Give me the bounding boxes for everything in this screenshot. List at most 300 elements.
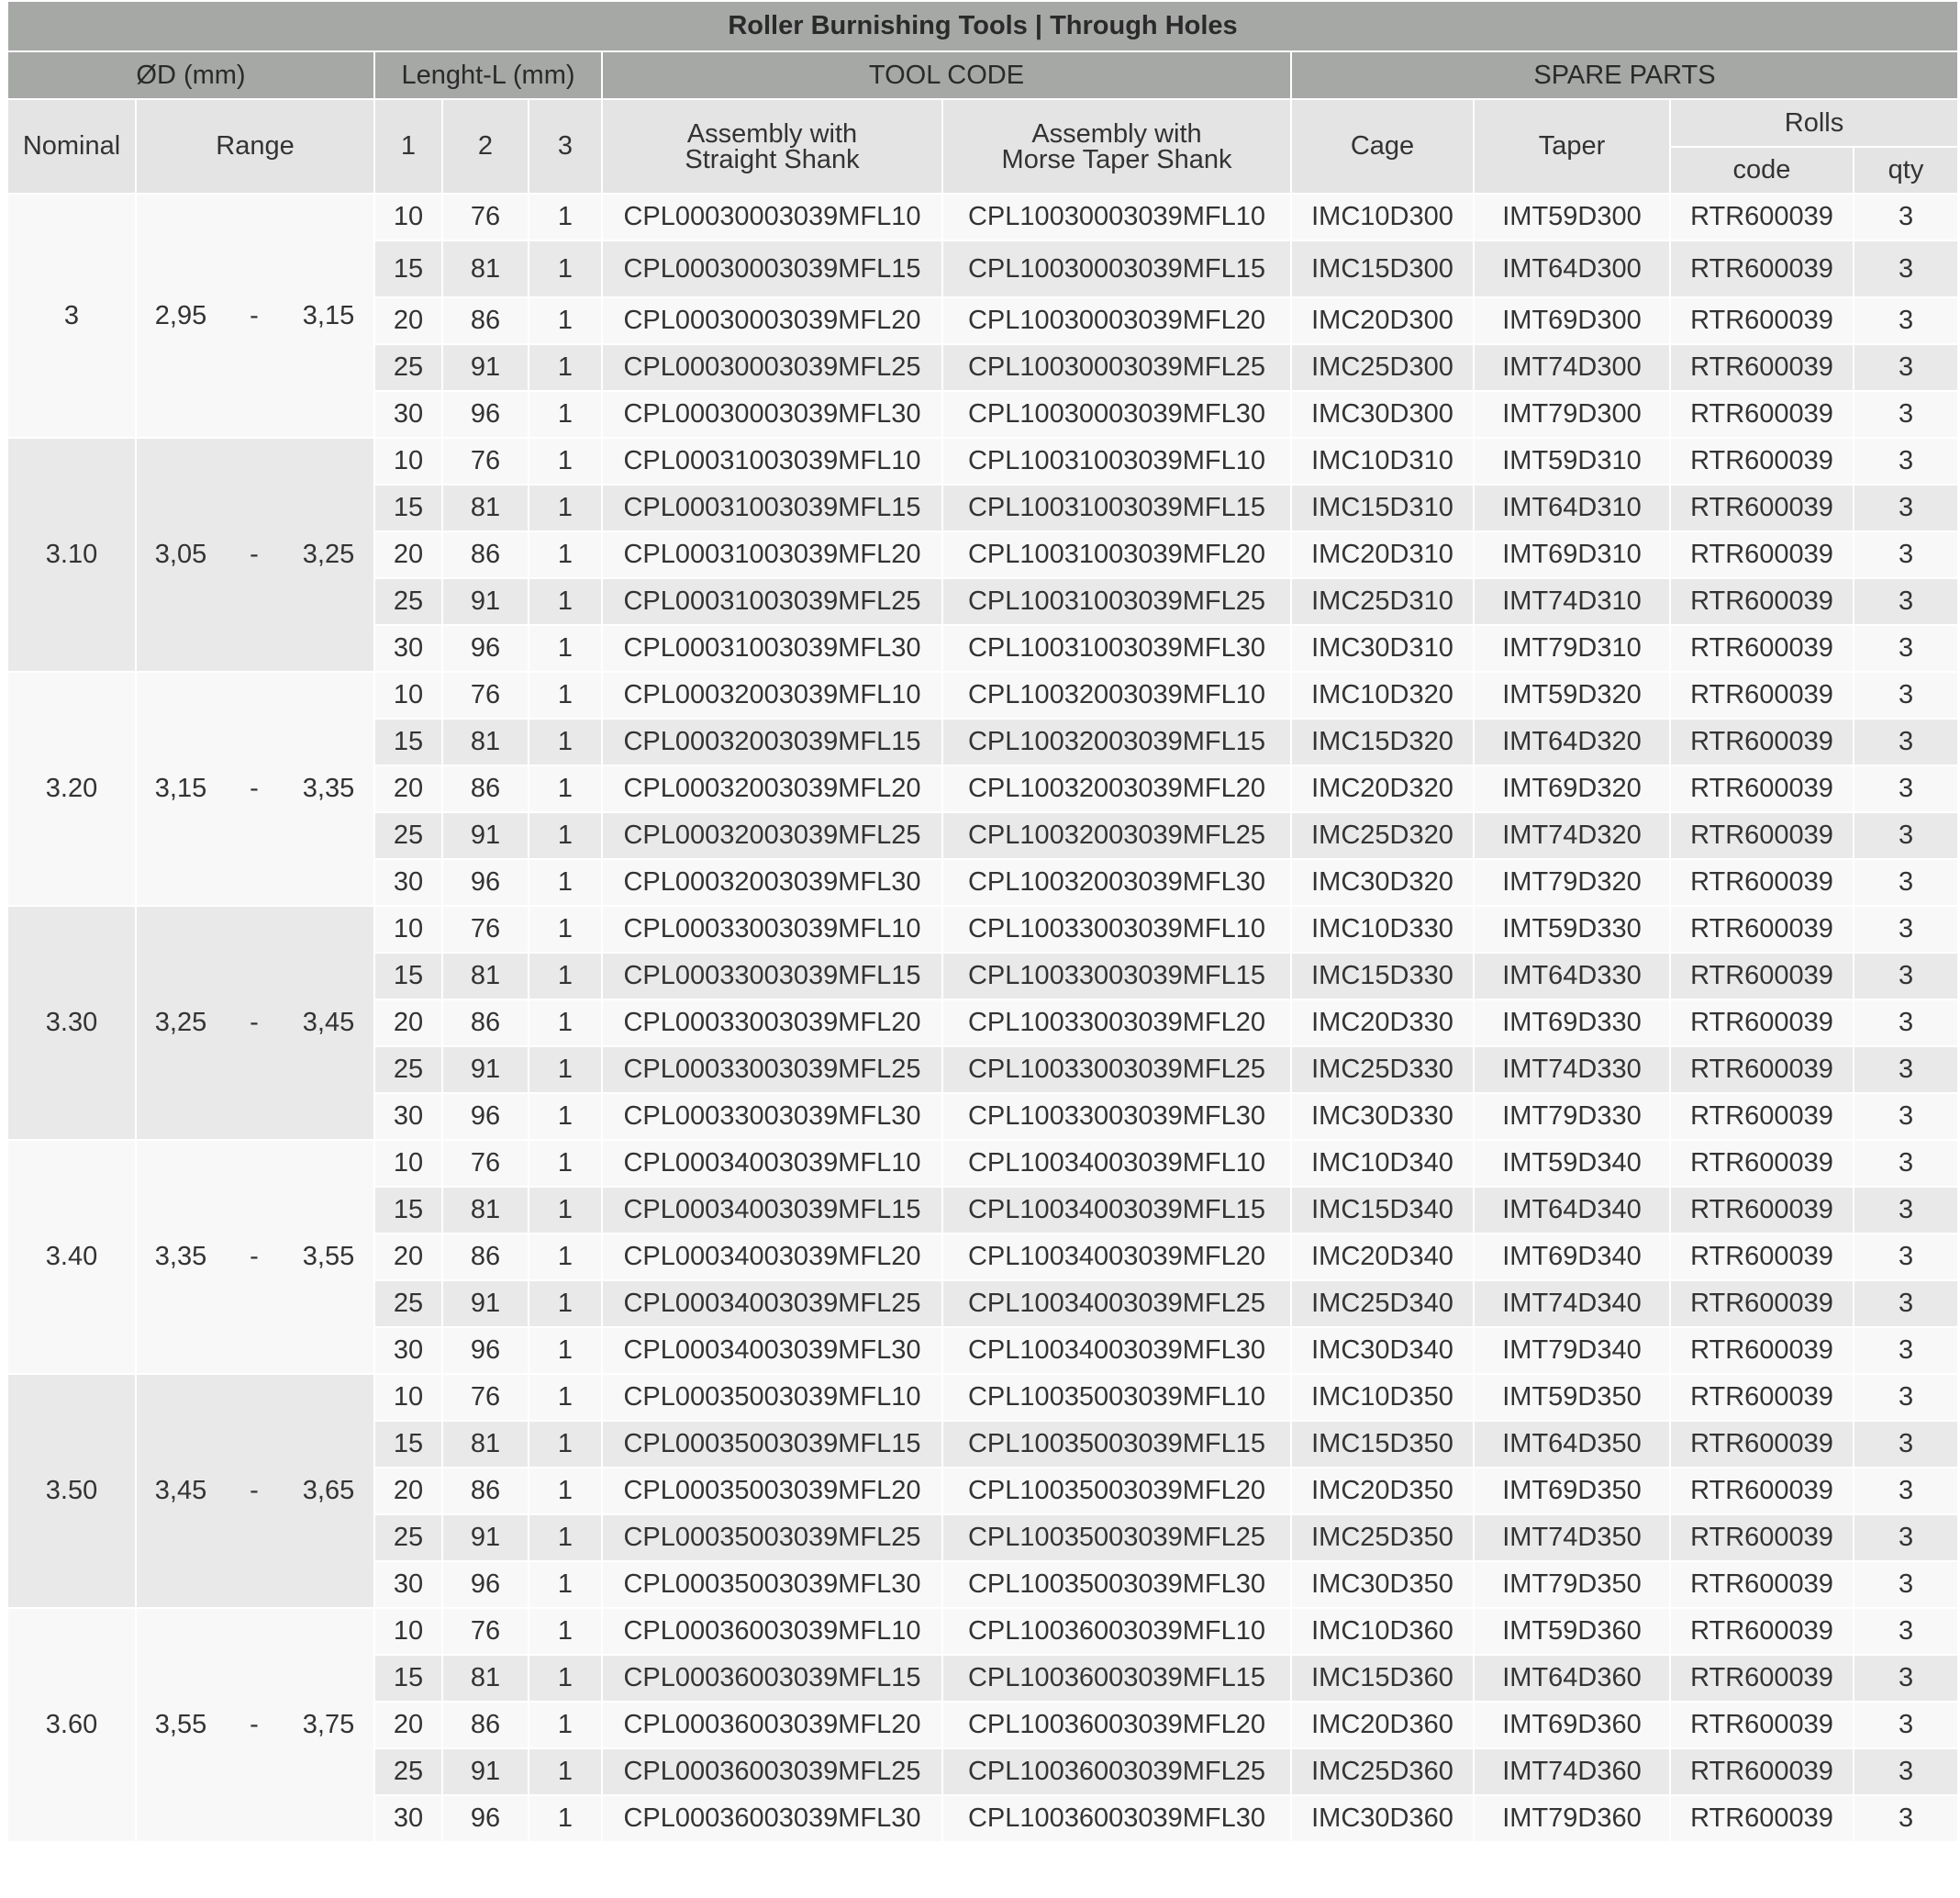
rolls-qty-cell: 3	[1854, 437, 1957, 484]
rolls-code-cell: RTR600039	[1671, 296, 1854, 343]
taper-code-cell: IMT79D300	[1475, 390, 1671, 437]
range-max-cell: 3,75	[284, 1607, 375, 1841]
taper-code-cell: IMT74D320	[1475, 811, 1671, 858]
length-2-header: 2	[443, 98, 529, 193]
cage-code-cell: IMC30D330	[1292, 1092, 1475, 1139]
nominal-cell: 3.40	[8, 1139, 137, 1373]
straight-shank-code-cell: CPL00033003039MFL25	[603, 1045, 943, 1092]
taper-code-cell: IMT79D360	[1475, 1794, 1671, 1841]
rolls-code-cell: RTR600039	[1671, 952, 1854, 999]
cage-code-cell: IMC10D360	[1292, 1607, 1475, 1654]
taper-code-cell: IMT79D350	[1475, 1560, 1671, 1607]
range-dash-cell: -	[225, 1373, 284, 1607]
rolls-qty-cell: 3	[1854, 1607, 1957, 1654]
cage-code-cell: IMC25D350	[1292, 1513, 1475, 1560]
taper-code-cell: IMT59D310	[1475, 437, 1671, 484]
straight-shank-code-cell: CPL00030003039MFL20	[603, 296, 943, 343]
rolls-code-cell: RTR600039	[1671, 193, 1854, 240]
length-1-cell: 15	[375, 1186, 443, 1233]
length-3-cell: 1	[529, 343, 603, 390]
rolls-code-cell: RTR600039	[1671, 1560, 1854, 1607]
range-min-cell: 3,35	[137, 1139, 225, 1373]
length-1-cell: 10	[375, 1373, 443, 1420]
length-2-cell: 86	[443, 296, 529, 343]
rolls-qty-cell: 3	[1854, 1279, 1957, 1326]
range-max-cell: 3,15	[284, 193, 375, 437]
taper-code-cell: IMT59D330	[1475, 905, 1671, 952]
morse-taper-code-cell: CPL10033003039MFL20	[943, 999, 1292, 1045]
morse-taper-code-cell: CPL10036003039MFL30	[943, 1794, 1292, 1841]
length-1-cell: 10	[375, 1607, 443, 1654]
length-3-cell: 1	[529, 296, 603, 343]
straight-shank-code-cell: CPL00036003039MFL25	[603, 1747, 943, 1794]
taper-code-cell: IMT79D320	[1475, 858, 1671, 905]
morse-taper-shank-header-line1: Assembly with	[1031, 118, 1202, 149]
straight-shank-code-cell: CPL00033003039MFL20	[603, 999, 943, 1045]
cage-code-cell: IMC30D350	[1292, 1560, 1475, 1607]
straight-shank-code-cell: CPL00031003039MFL15	[603, 484, 943, 530]
taper-code-cell: IMT69D340	[1475, 1233, 1671, 1279]
length-3-cell: 1	[529, 624, 603, 671]
morse-taper-code-cell: CPL10030003039MFL30	[943, 390, 1292, 437]
length-2-cell: 76	[443, 671, 529, 718]
rolls-qty-cell: 3	[1854, 624, 1957, 671]
table-row	[8, 1373, 1957, 1420]
rolls-qty-cell: 3	[1854, 296, 1957, 343]
nominal-cell: 3	[8, 193, 137, 437]
straight-shank-code-cell: CPL00034003039MFL20	[603, 1233, 943, 1279]
rolls-code-cell: RTR600039	[1671, 390, 1854, 437]
length-3-cell: 1	[529, 718, 603, 765]
length-2-cell: 81	[443, 240, 529, 296]
length-3-cell: 1	[529, 1045, 603, 1092]
length-3-cell: 1	[529, 811, 603, 858]
rolls-qty-cell: 3	[1854, 671, 1957, 718]
length-1-cell: 20	[375, 1467, 443, 1513]
length-3-cell: 1	[529, 1279, 603, 1326]
length-1-cell: 15	[375, 952, 443, 999]
length-1-cell: 25	[375, 1747, 443, 1794]
length-2-cell: 96	[443, 1092, 529, 1139]
length-1-cell: 25	[375, 1513, 443, 1560]
length-1-cell: 20	[375, 1233, 443, 1279]
length-2-cell: 96	[443, 1560, 529, 1607]
rolls-code-cell: RTR600039	[1671, 1747, 1854, 1794]
cage-code-cell: IMC15D360	[1292, 1654, 1475, 1701]
cage-code-cell: IMC10D330	[1292, 905, 1475, 952]
morse-taper-code-cell: CPL10030003039MFL10	[943, 193, 1292, 240]
rolls-code-cell: RTR600039	[1671, 343, 1854, 390]
range-min-cell: 3,45	[137, 1373, 225, 1607]
morse-taper-code-cell: CPL10032003039MFL15	[943, 718, 1292, 765]
rolls-qty-cell: 3	[1854, 1794, 1957, 1841]
straight-shank-code-cell: CPL00034003039MFL25	[603, 1279, 943, 1326]
length-2-cell: 91	[443, 1513, 529, 1560]
rolls-qty-cell: 3	[1854, 1513, 1957, 1560]
taper-code-cell: IMT79D310	[1475, 624, 1671, 671]
straight-shank-code-cell: CPL00031003039MFL20	[603, 530, 943, 577]
straight-shank-header-line1: Assembly with	[686, 118, 858, 149]
length-3-cell: 1	[529, 240, 603, 296]
rolls-code-cell: RTR600039	[1671, 1233, 1854, 1279]
rolls-code-cell: RTR600039	[1671, 765, 1854, 811]
straight-shank-code-cell: CPL00033003039MFL10	[603, 905, 943, 952]
length-3-cell: 1	[529, 1513, 603, 1560]
straight-shank-code-cell: CPL00034003039MFL10	[603, 1139, 943, 1186]
rolls-code-cell: RTR600039	[1671, 1092, 1854, 1139]
rolls-code-cell: RTR600039	[1671, 718, 1854, 765]
length-1-cell: 25	[375, 811, 443, 858]
taper-code-cell: IMT69D330	[1475, 999, 1671, 1045]
straight-shank-code-cell: CPL00035003039MFL15	[603, 1420, 943, 1467]
rolls-qty-cell: 3	[1854, 390, 1957, 437]
taper-code-cell: IMT64D340	[1475, 1186, 1671, 1233]
taper-code-cell: IMT74D360	[1475, 1747, 1671, 1794]
cage-code-cell: IMC20D350	[1292, 1467, 1475, 1513]
straight-shank-code-cell: CPL00033003039MFL30	[603, 1092, 943, 1139]
morse-taper-code-cell: CPL10036003039MFL10	[943, 1607, 1292, 1654]
length-2-cell: 76	[443, 905, 529, 952]
rolls-code-cell: RTR600039	[1671, 858, 1854, 905]
morse-taper-code-cell: CPL10030003039MFL20	[943, 296, 1292, 343]
length-2-cell: 86	[443, 1467, 529, 1513]
cage-code-cell: IMC25D330	[1292, 1045, 1475, 1092]
taper-code-cell: IMT64D310	[1475, 484, 1671, 530]
length-3-cell: 1	[529, 1373, 603, 1420]
range-dash-cell: -	[225, 671, 284, 905]
rolls-qty-cell: 3	[1854, 1560, 1957, 1607]
length-3-cell: 1	[529, 999, 603, 1045]
morse-taper-code-cell: CPL10034003039MFL25	[943, 1279, 1292, 1326]
morse-taper-code-cell: CPL10030003039MFL25	[943, 343, 1292, 390]
cage-code-cell: IMC15D300	[1292, 240, 1475, 296]
taper-code-cell: IMT74D350	[1475, 1513, 1671, 1560]
rolls-code-cell: RTR600039	[1671, 437, 1854, 484]
length-1-cell: 20	[375, 765, 443, 811]
taper-code-cell: IMT59D340	[1475, 1139, 1671, 1186]
length-3-cell: 1	[529, 952, 603, 999]
table-row	[8, 1139, 1957, 1186]
morse-taper-shank-header-line2: Morse Taper Shank	[1001, 144, 1232, 174]
morse-taper-code-cell: CPL10035003039MFL20	[943, 1467, 1292, 1513]
cage-code-cell: IMC20D330	[1292, 999, 1475, 1045]
length-2-cell: 76	[443, 1373, 529, 1420]
range-min-cell: 2,95	[137, 193, 225, 437]
rolls-code-cell: RTR600039	[1671, 1607, 1854, 1654]
rolls-code-cell: RTR600039	[1671, 905, 1854, 952]
rolls-code-cell: RTR600039	[1671, 1654, 1854, 1701]
rolls-qty-cell: 3	[1854, 530, 1957, 577]
morse-taper-code-cell: CPL10032003039MFL20	[943, 765, 1292, 811]
morse-taper-code-cell: CPL10032003039MFL30	[943, 858, 1292, 905]
taper-code-cell: IMT69D320	[1475, 765, 1671, 811]
rolls-qty-cell: 3	[1854, 905, 1957, 952]
nominal-header: Nominal	[8, 98, 137, 193]
length-2-cell: 81	[443, 952, 529, 999]
cage-code-cell: IMC30D300	[1292, 390, 1475, 437]
straight-shank-code-cell: CPL00032003039MFL15	[603, 718, 943, 765]
length-3-header: 3	[529, 98, 603, 193]
rolls-code-cell: RTR600039	[1671, 671, 1854, 718]
length-1-cell: 20	[375, 530, 443, 577]
straight-shank-code-cell: CPL00031003039MFL25	[603, 577, 943, 624]
range-dash-cell: -	[225, 193, 284, 437]
morse-taper-shank-header	[943, 98, 1292, 193]
length-2-cell: 96	[443, 1326, 529, 1373]
rolls-qty-cell: 3	[1854, 1092, 1957, 1139]
length-3-cell: 1	[529, 577, 603, 624]
morse-taper-code-cell: CPL10033003039MFL15	[943, 952, 1292, 999]
straight-shank-code-cell: CPL00030003039MFL15	[603, 240, 943, 296]
length-3-cell: 1	[529, 1607, 603, 1654]
cage-code-cell: IMC15D330	[1292, 952, 1475, 999]
length-2-cell: 76	[443, 193, 529, 240]
cage-code-cell: IMC20D340	[1292, 1233, 1475, 1279]
length-3-cell: 1	[529, 671, 603, 718]
taper-code-cell: IMT79D340	[1475, 1326, 1671, 1373]
length-1-cell: 30	[375, 390, 443, 437]
range-dash-cell: -	[225, 437, 284, 671]
rolls-qty-cell: 3	[1854, 1701, 1957, 1747]
length-1-cell: 30	[375, 1794, 443, 1841]
straight-shank-code-cell: CPL00032003039MFL25	[603, 811, 943, 858]
straight-shank-code-cell: CPL00036003039MFL30	[603, 1794, 943, 1841]
morse-taper-code-cell: CPL10033003039MFL25	[943, 1045, 1292, 1092]
rolls-qty-cell: 3	[1854, 1045, 1957, 1092]
straight-shank-code-cell: CPL00031003039MFL30	[603, 624, 943, 671]
length-1-cell: 15	[375, 240, 443, 296]
cage-code-cell: IMC20D360	[1292, 1701, 1475, 1747]
taper-header: Taper	[1475, 98, 1671, 193]
range-max-cell: 3,55	[284, 1139, 375, 1373]
taper-code-cell: IMT79D330	[1475, 1092, 1671, 1139]
rolls-qty-cell: 3	[1854, 765, 1957, 811]
length-1-cell: 30	[375, 1560, 443, 1607]
cage-code-cell: IMC10D320	[1292, 671, 1475, 718]
morse-taper-code-cell: CPL10035003039MFL15	[943, 1420, 1292, 1467]
length-3-cell: 1	[529, 765, 603, 811]
length-2-cell: 86	[443, 765, 529, 811]
cage-code-cell: IMC10D300	[1292, 193, 1475, 240]
taper-code-cell: IMT59D300	[1475, 193, 1671, 240]
straight-shank-header-line2: Straight Shank	[685, 144, 860, 174]
length-1-cell: 10	[375, 1139, 443, 1186]
cage-code-cell: IMC25D340	[1292, 1279, 1475, 1326]
nominal-cell: 3.30	[8, 905, 137, 1139]
taper-code-cell: IMT69D300	[1475, 296, 1671, 343]
straight-shank-code-cell: CPL00032003039MFL30	[603, 858, 943, 905]
length-1-cell: 30	[375, 624, 443, 671]
rolls-code-cell: RTR600039	[1671, 1420, 1854, 1467]
taper-code-cell: IMT59D320	[1475, 671, 1671, 718]
length-1-cell: 15	[375, 1654, 443, 1701]
straight-shank-code-cell: CPL00036003039MFL10	[603, 1607, 943, 1654]
straight-shank-code-cell: CPL00031003039MFL10	[603, 437, 943, 484]
range-max-cell: 3,35	[284, 671, 375, 905]
length-1-cell: 25	[375, 343, 443, 390]
rolls-code-cell: RTR600039	[1671, 1045, 1854, 1092]
rolls-qty-cell: 3	[1854, 193, 1957, 240]
morse-taper-code-cell: CPL10030003039MFL15	[943, 240, 1292, 296]
straight-shank-code-cell: CPL00034003039MFL15	[603, 1186, 943, 1233]
taper-code-cell: IMT64D330	[1475, 952, 1671, 999]
range-dash-cell: -	[225, 1139, 284, 1373]
length-3-cell: 1	[529, 905, 603, 952]
taper-code-cell: IMT74D310	[1475, 577, 1671, 624]
rolls-qty-cell: 3	[1854, 1420, 1957, 1467]
rolls-qty-cell: 3	[1854, 240, 1957, 296]
nominal-cell: 3.10	[8, 437, 137, 671]
length-1-cell: 10	[375, 671, 443, 718]
rolls-code-cell: RTR600039	[1671, 577, 1854, 624]
length-2-cell: 76	[443, 1139, 529, 1186]
taper-code-cell: IMT69D310	[1475, 530, 1671, 577]
rolls-code-cell: RTR600039	[1671, 1279, 1854, 1326]
tool-code-group-header: TOOL CODE	[603, 52, 1292, 98]
morse-taper-code-cell: CPL10031003039MFL30	[943, 624, 1292, 671]
taper-code-cell: IMT74D330	[1475, 1045, 1671, 1092]
length-2-cell: 86	[443, 999, 529, 1045]
morse-taper-code-cell: CPL10036003039MFL25	[943, 1747, 1292, 1794]
length-1-cell: 30	[375, 1326, 443, 1373]
length-2-cell: 96	[443, 390, 529, 437]
rolls-code-cell: RTR600039	[1671, 1373, 1854, 1420]
rolls-qty-cell: 3	[1854, 858, 1957, 905]
length-1-cell: 25	[375, 1279, 443, 1326]
length-3-cell: 1	[529, 1326, 603, 1373]
length-2-cell: 76	[443, 1607, 529, 1654]
straight-shank-code-cell: CPL00036003039MFL20	[603, 1701, 943, 1747]
length-2-cell: 96	[443, 624, 529, 671]
morse-taper-code-cell: CPL10035003039MFL25	[943, 1513, 1292, 1560]
cage-header: Cage	[1292, 98, 1475, 193]
length-1-cell: 10	[375, 193, 443, 240]
cage-code-cell: IMC10D340	[1292, 1139, 1475, 1186]
length-3-cell: 1	[529, 1701, 603, 1747]
straight-shank-code-cell: CPL00030003039MFL25	[603, 343, 943, 390]
rolls-qty-cell: 3	[1854, 952, 1957, 999]
rolls-header: Rolls	[1671, 98, 1957, 146]
rolls-qty-cell: 3	[1854, 577, 1957, 624]
cage-code-cell: IMC20D320	[1292, 765, 1475, 811]
length-1-cell: 25	[375, 1045, 443, 1092]
rolls-qty-cell: 3	[1854, 718, 1957, 765]
rolls-qty-cell: 3	[1854, 811, 1957, 858]
length-2-cell: 76	[443, 437, 529, 484]
length-2-cell: 81	[443, 718, 529, 765]
range-header: Range	[137, 98, 375, 193]
rolls-qty-cell: 3	[1854, 999, 1957, 1045]
length-2-cell: 91	[443, 343, 529, 390]
straight-shank-header	[603, 98, 943, 193]
cage-code-cell: IMC30D340	[1292, 1326, 1475, 1373]
rolls-code-header: code	[1671, 146, 1854, 193]
rolls-qty-cell: 3	[1854, 1139, 1957, 1186]
cage-code-cell: IMC20D310	[1292, 530, 1475, 577]
length-group-header: Lenght-L (mm)	[375, 52, 603, 98]
length-2-cell: 96	[443, 858, 529, 905]
length-2-cell: 96	[443, 1794, 529, 1841]
range-dash-cell: -	[225, 1607, 284, 1841]
length-3-cell: 1	[529, 1420, 603, 1467]
taper-code-cell: IMT74D340	[1475, 1279, 1671, 1326]
spare-parts-group-header: SPARE PARTS	[1292, 52, 1957, 98]
cage-code-cell: IMC15D310	[1292, 484, 1475, 530]
straight-shank-code-cell: CPL00032003039MFL20	[603, 765, 943, 811]
length-3-cell: 1	[529, 437, 603, 484]
cage-code-cell: IMC25D310	[1292, 577, 1475, 624]
length-1-cell: 10	[375, 437, 443, 484]
length-3-cell: 1	[529, 193, 603, 240]
rolls-qty-cell: 3	[1854, 1186, 1957, 1233]
straight-shank-code-cell: CPL00030003039MFL10	[603, 193, 943, 240]
length-3-cell: 1	[529, 530, 603, 577]
range-min-cell: 3,25	[137, 905, 225, 1139]
cage-code-cell: IMC30D360	[1292, 1794, 1475, 1841]
rolls-code-cell: RTR600039	[1671, 240, 1854, 296]
length-1-cell: 10	[375, 905, 443, 952]
morse-taper-code-cell: CPL10036003039MFL15	[943, 1654, 1292, 1701]
morse-taper-code-cell: CPL10032003039MFL25	[943, 811, 1292, 858]
length-3-cell: 1	[529, 1186, 603, 1233]
taper-code-cell: IMT69D350	[1475, 1467, 1671, 1513]
table-row	[8, 671, 1957, 718]
nominal-cell: 3.20	[8, 671, 137, 905]
cage-code-cell: IMC20D300	[1292, 296, 1475, 343]
length-1-cell: 20	[375, 296, 443, 343]
length-1-cell: 15	[375, 718, 443, 765]
rolls-code-cell: RTR600039	[1671, 484, 1854, 530]
cage-code-cell: IMC25D320	[1292, 811, 1475, 858]
rolls-qty-header: qty	[1854, 146, 1957, 193]
straight-shank-code-cell: CPL00035003039MFL10	[603, 1373, 943, 1420]
taper-code-cell: IMT74D300	[1475, 343, 1671, 390]
rolls-code-cell: RTR600039	[1671, 530, 1854, 577]
nominal-cell: 3.50	[8, 1373, 137, 1607]
length-2-cell: 91	[443, 811, 529, 858]
straight-shank-code-cell: CPL00034003039MFL30	[603, 1326, 943, 1373]
rolls-code-cell: RTR600039	[1671, 624, 1854, 671]
length-2-cell: 91	[443, 1279, 529, 1326]
range-min-cell: 3,05	[137, 437, 225, 671]
rolls-code-cell: RTR600039	[1671, 1513, 1854, 1560]
range-max-cell: 3,65	[284, 1373, 375, 1607]
morse-taper-code-cell: CPL10031003039MFL25	[943, 577, 1292, 624]
length-1-cell: 25	[375, 577, 443, 624]
straight-shank-code-cell: CPL00033003039MFL15	[603, 952, 943, 999]
length-3-cell: 1	[529, 484, 603, 530]
length-2-cell: 81	[443, 1186, 529, 1233]
morse-taper-code-cell: CPL10033003039MFL30	[943, 1092, 1292, 1139]
straight-shank-code-cell: CPL00036003039MFL15	[603, 1654, 943, 1701]
straight-shank-code-cell: CPL00032003039MFL10	[603, 671, 943, 718]
morse-taper-code-cell: CPL10034003039MFL20	[943, 1233, 1292, 1279]
length-1-cell: 30	[375, 1092, 443, 1139]
table-body	[8, 193, 1957, 1841]
cage-code-cell: IMC15D340	[1292, 1186, 1475, 1233]
length-2-cell: 86	[443, 1701, 529, 1747]
morse-taper-code-cell: CPL10035003039MFL10	[943, 1373, 1292, 1420]
range-min-cell: 3,15	[137, 671, 225, 905]
cage-code-cell: IMC15D320	[1292, 718, 1475, 765]
length-1-cell: 15	[375, 1420, 443, 1467]
table-row	[8, 1607, 1957, 1654]
range-max-cell: 3,45	[284, 905, 375, 1139]
cage-code-cell: IMC25D360	[1292, 1747, 1475, 1794]
length-2-cell: 86	[443, 530, 529, 577]
taper-code-cell: IMT69D360	[1475, 1701, 1671, 1747]
morse-taper-code-cell: CPL10031003039MFL15	[943, 484, 1292, 530]
